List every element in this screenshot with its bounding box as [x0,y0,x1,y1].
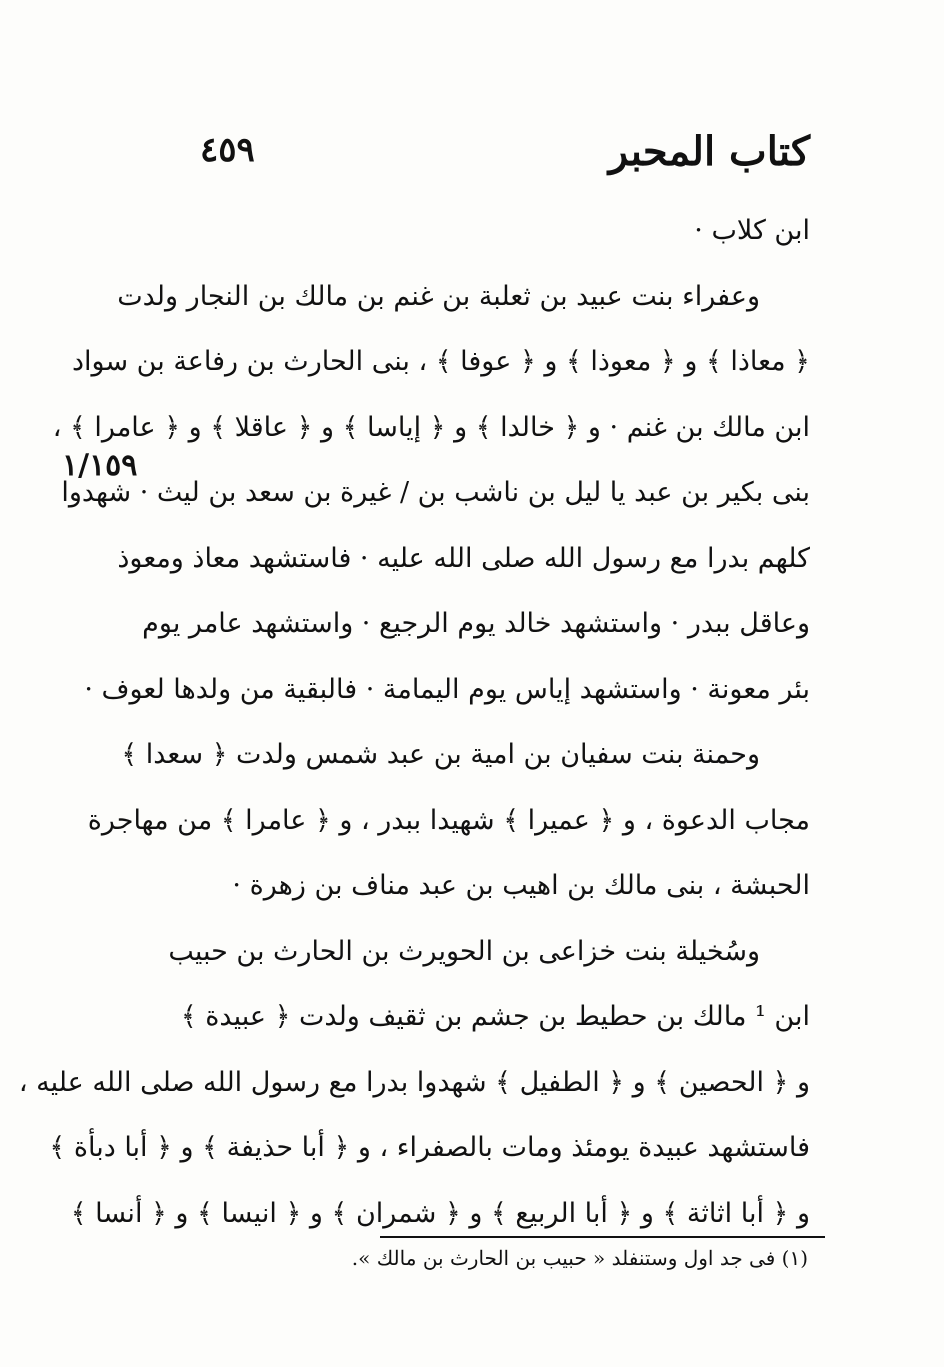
footnote-divider [380,1236,825,1238]
text-line: الحبشة ، بنى مالك بن اهيب بن عبد مناف بن زهرة · [232,870,810,901]
text-line: وعفراء بنت عبيد بن ثعلبة بن غنم بن مالك بن النجار ولدت [117,280,760,312]
text-line: ابن كلاب · [694,215,810,246]
text-line: ابن مالك بن غنم · و ﴿ خالدا ﴾ و ﴿ إياسا ﴾ و ﴿ عاقلا ﴾ و ﴿ عامرا ﴾ ، [52,411,810,443]
page-header [200,128,810,188]
text-line: بئر معونة · واستشهد إياس يوم اليمامة · فالبقية من ولدها لعوف · [84,673,810,705]
text-line: مجاب الدعوة ، و ﴿ عميرا ﴾ شهيدا ببدر ، و ﴿ عامرا ﴾ من مهاجرة [87,804,810,836]
page-number: ٤٥٩ [200,130,255,170]
text-line: ﴿ معاذا ﴾ و ﴿ معوذا ﴾ و ﴿ عوفا ﴾ ، بنى الحارث بن رفاعة بن سواد [71,346,810,377]
text-line: بنى بكير بن عبد يا ليل بن ناشب بن / غيرة بن سعد بن ليث · شهدوا [61,477,810,508]
text-line: كلهم بدرا مع رسول الله صلى الله عليه · فاستشهد معاذ ومعوذ [117,542,810,574]
text-line: ابن ¹ مالك بن حطيط بن جشم بن ثقيف ولدت ﴿ عبيدة ﴾ [180,1001,810,1032]
text-line: و ﴿ الحصين ﴾ و ﴿ الطفيل ﴾ شهدوا بدرا مع رسول الله صلى الله عليه ، [18,1066,810,1098]
book-title: كتاب المحبر [608,128,810,175]
text-line: فاستشهد عبيدة يومئذ ومات بالصفراء ، و ﴿ أبا حذيفة ﴾ و ﴿ أبا دبأة ﴾ [49,1132,810,1163]
text-line: وحمنة بنت سفيان بن امية بن عبد شمس ولدت ﴿ سعدا ﴾ [121,739,760,770]
text-line: و ﴿ أبا اثاثة ﴾ و ﴿ أبا الربيع ﴾ و ﴿ شمران ﴾ و ﴿ انيسا ﴾ و ﴿ أنسا ﴾ [70,1197,810,1229]
text-line: وعاقل ببدر · واستشهد خالد يوم الرجيع · واستشهد عامر يوم [142,608,810,639]
text-line: وسُخيلة بنت خزاعى بن الحويرث بن الحارث بن حبيب [168,935,760,967]
footnote: (١) فى جد اول وستنفلد « حبيب بن الحارث بن مالك ». [351,1246,808,1270]
margin-page-reference: ١/١٥٩ [62,448,138,483]
